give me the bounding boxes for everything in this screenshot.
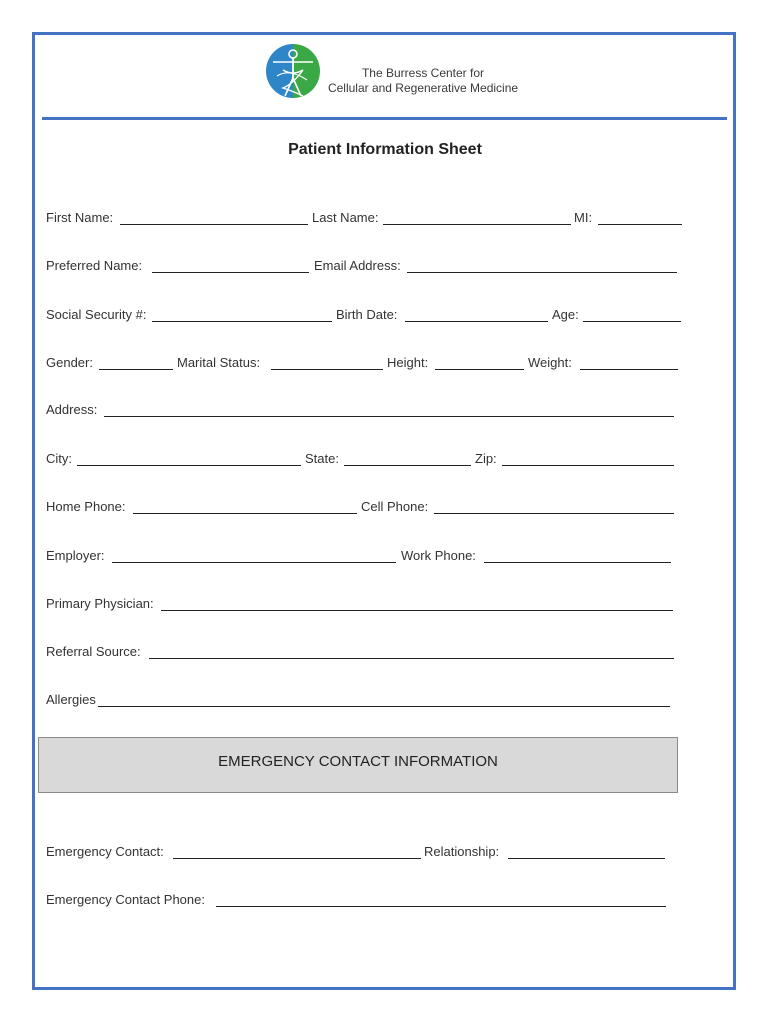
referral-source-label: Referral Source: [46,644,141,659]
preferred-name-label: Preferred Name: [46,258,143,273]
city-field[interactable] [77,465,301,466]
center-logo [263,40,523,106]
marital-status-label: Marital Status: [177,355,261,370]
referral-source-field[interactable] [149,658,674,659]
row-preferred [46,257,686,277]
row-emergency-contact [46,843,686,863]
gender-field[interactable] [99,369,173,370]
row-gender [46,354,686,374]
marital-status-field[interactable] [271,369,383,370]
work-phone-label: Work Phone: [401,548,476,563]
primary-physician-label: Primary Physician: [46,596,154,611]
ssn-label: Social Security #: [46,307,147,322]
allergies-field[interactable] [98,706,670,707]
age-field[interactable] [583,321,681,322]
last-name-field[interactable] [383,224,571,225]
email-field[interactable] [407,272,677,273]
emergency-contact-field[interactable] [173,858,421,859]
row-employer [46,547,686,567]
row-phones [46,498,686,518]
primary-physician-field[interactable] [161,610,673,611]
state-field[interactable] [344,465,471,466]
mi-label: MI: [574,210,593,225]
last-name-label: Last Name: [312,210,379,225]
address-label: Address: [46,402,98,417]
vitruvian-logo-icon [263,40,323,102]
age-label: Age: [552,307,579,322]
relationship-label: Relationship: [424,844,500,859]
birth-date-field[interactable] [405,321,548,322]
address-field[interactable] [104,416,674,417]
row-address [46,401,686,421]
cell-phone-label: Cell Phone: [361,499,429,514]
ssn-field[interactable] [152,321,332,322]
employer-field[interactable] [112,562,396,563]
first-name-field[interactable] [120,224,308,225]
home-phone-label: Home Phone: [46,499,126,514]
state-label: State: [305,451,339,466]
emergency-contact-banner [38,737,678,793]
logo-line-2: Cellular and Regenerative Medicine [327,81,519,95]
emergency-contact-phone-label: Emergency Contact Phone: [46,892,205,907]
zip-label: Zip: [475,451,497,466]
cell-phone-field[interactable] [434,513,674,514]
logo-line-1: The Burress Center for [361,66,485,80]
first-name-label: First Name: [46,210,114,225]
height-label: Height: [387,355,429,370]
allergies-label: Allergies [46,692,96,707]
row-name [46,209,686,229]
work-phone-field[interactable] [484,562,671,563]
row-physician [46,595,686,615]
row-referral [46,643,686,663]
page-title: Patient Information Sheet [288,141,482,158]
emergency-contact-label: Emergency Contact: [46,844,164,859]
row-city [46,450,686,470]
mi-field[interactable] [598,224,682,225]
birth-date-label: Birth Date: [336,307,398,322]
logo-text [318,66,528,96]
home-phone-field[interactable] [133,513,357,514]
preferred-name-field[interactable] [152,272,309,273]
zip-field[interactable] [502,465,674,466]
weight-label: Weight: [528,355,572,370]
header-divider [42,117,727,120]
relationship-field[interactable] [508,858,665,859]
height-field[interactable] [435,369,524,370]
weight-field[interactable] [580,369,678,370]
email-label: Email Address: [314,258,401,273]
row-allergies [46,691,686,711]
gender-label: Gender: [46,355,93,370]
employer-label: Employer: [46,548,105,563]
row-emergency-phone [46,891,686,911]
row-ssn [46,306,686,326]
city-label: City: [46,451,72,466]
emergency-contact-phone-field[interactable] [216,906,666,907]
emergency-contact-heading: EMERGENCY CONTACT INFORMATION [218,753,498,770]
